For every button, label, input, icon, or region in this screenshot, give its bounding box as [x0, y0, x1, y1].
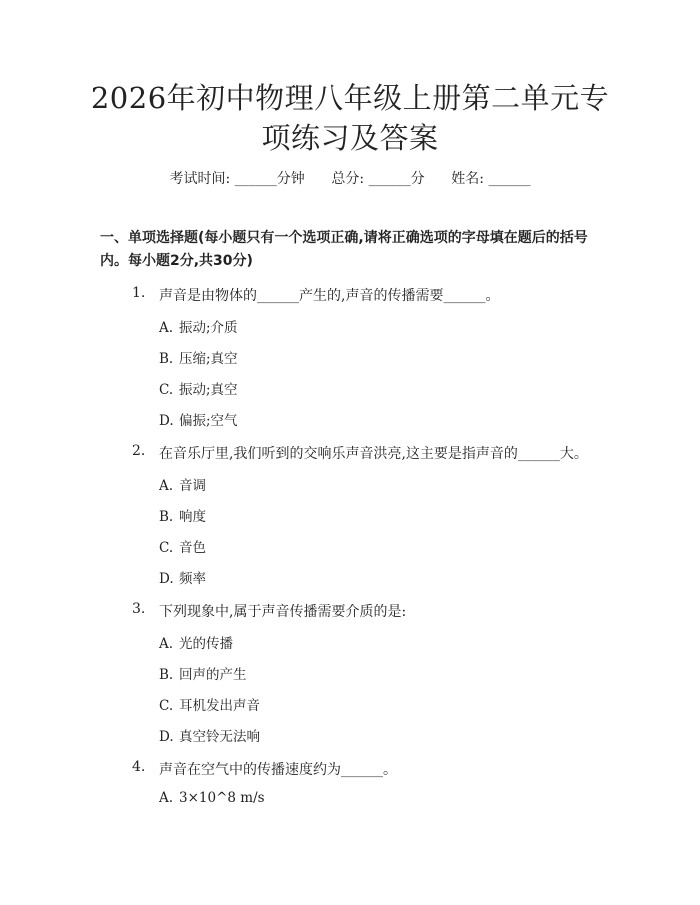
option-text: 振动;介质 [179, 320, 238, 336]
exam-info-line [0, 168, 700, 188]
exam-time-blank: ______ [234, 171, 277, 187]
option-3d [159, 725, 260, 745]
question-number: 1. [132, 285, 146, 301]
option-text: 音色 [179, 540, 206, 556]
option-letter: B. [159, 351, 174, 367]
option-1d [159, 409, 238, 429]
question-text: 声音在空气中的传播速度约为______。 [159, 762, 397, 778]
option-text: 真空铃无法响 [179, 729, 260, 745]
option-text: 音调 [179, 478, 206, 494]
question-text: 在音乐厅里,我们听到的交响乐声音洪亮,这主要是指声音的______大。 [159, 446, 588, 462]
option-letter: A. [159, 636, 174, 652]
document-title: 2026年初中物理八年级上册第二单元专项练习及答案 [90, 81, 610, 155]
option-letter: C. [159, 698, 174, 714]
option-1a [159, 316, 238, 336]
option-letter: B. [159, 667, 174, 683]
option-text: 振动;真空 [179, 382, 238, 398]
option-letter: A. [159, 790, 174, 806]
option-letter: D. [159, 729, 174, 745]
option-3a [159, 632, 233, 652]
option-1c [159, 378, 238, 398]
option-letter: C. [159, 382, 174, 398]
option-letter: B. [159, 509, 174, 525]
option-text: 回声的产生 [179, 667, 247, 683]
option-text: 压缩;真空 [179, 351, 238, 367]
option-3c [159, 694, 260, 714]
total-score-blank: ______ [368, 171, 411, 187]
option-letter: C. [159, 540, 174, 556]
student-name-blank: ______ [488, 171, 531, 187]
option-text: 频率 [179, 571, 206, 587]
option-text: 响度 [179, 509, 206, 525]
option-letter: D. [159, 413, 174, 429]
question-number: 4. [132, 759, 146, 775]
exam-time-label: 考试时间: [169, 171, 231, 187]
option-text: 耳机发出声音 [179, 698, 260, 714]
exam-time-unit: 分钟 [276, 171, 305, 187]
option-text: 3×10^8 m/s [179, 790, 265, 806]
total-score-label: 总分: [331, 171, 365, 187]
option-3b [159, 663, 247, 683]
option-letter: D. [159, 571, 174, 587]
option-text: 偏振;空气 [179, 413, 238, 429]
question-number: 3. [132, 601, 146, 617]
question-text: 声音是由物体的______产生的,声音的传播需要______。 [159, 288, 500, 304]
student-name-label: 姓名: [451, 171, 484, 187]
option-4a [159, 790, 265, 806]
option-letter: A. [159, 320, 174, 336]
option-1b [159, 347, 238, 367]
question-number: 2. [132, 443, 146, 459]
section-heading-single-choice: 一、单项选择题(每小题只有一个选项正确,请将正确选项的字母填在题后的括号内。每小题2分,共30分) [100, 230, 588, 269]
option-2a [159, 474, 206, 494]
option-letter: A. [159, 478, 174, 494]
option-2b [159, 505, 206, 525]
option-text: 光的传播 [179, 636, 233, 652]
option-2d [159, 567, 206, 587]
question-text: 下列现象中,属于声音传播需要介质的是: [159, 604, 407, 620]
total-score-unit: 分 [410, 171, 425, 187]
option-2c [159, 536, 206, 556]
